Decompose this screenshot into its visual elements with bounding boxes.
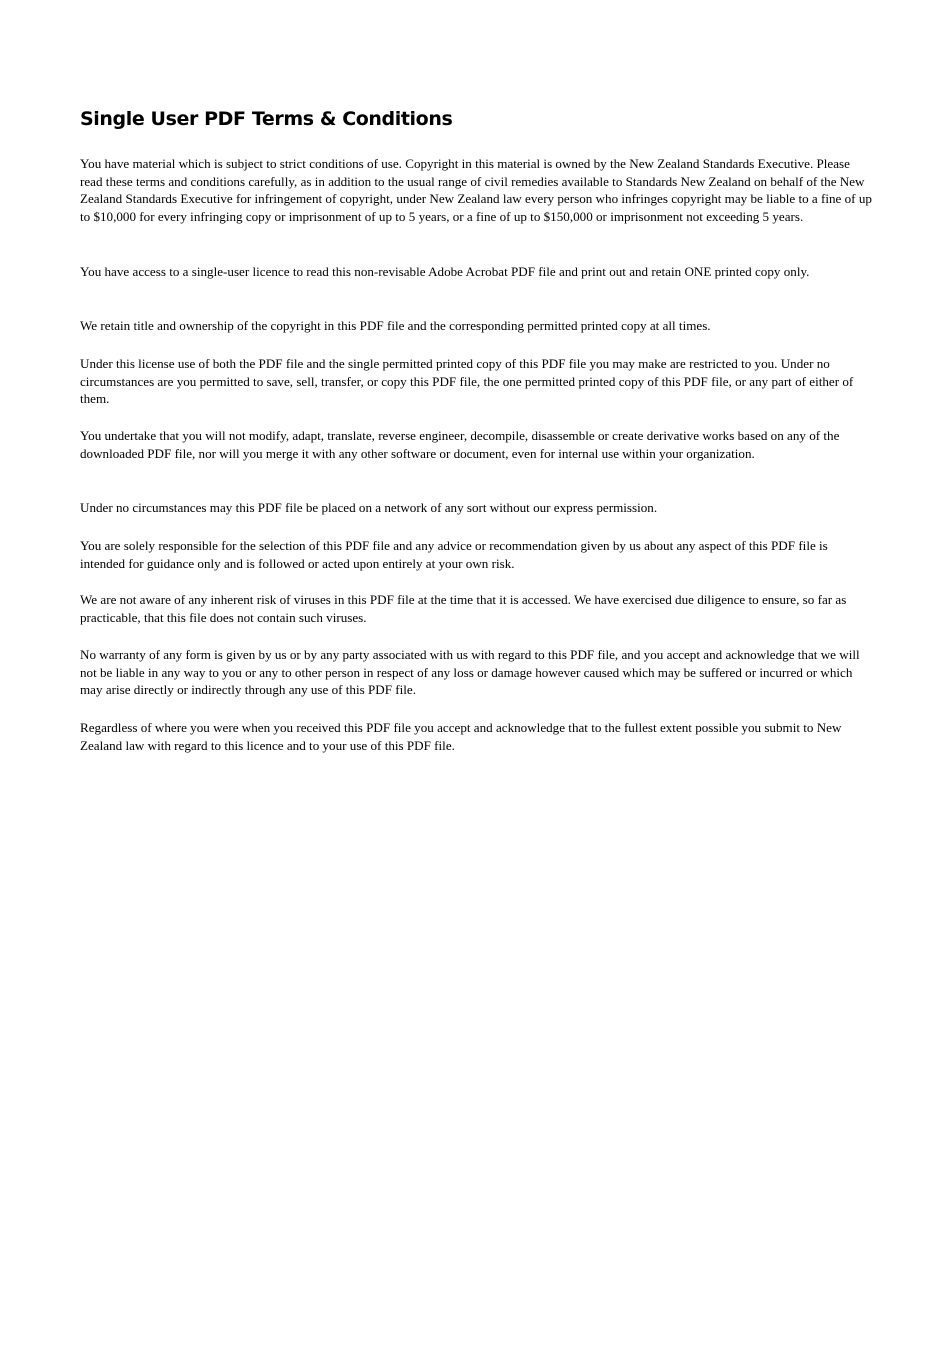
modification-paragraph: You undertake that you will not modify, adapt, translate, reverse engineer, decompile, disassemble or create derivative works based on any of the downloaded PDF file, nor will you merge it with any other software or document, even for internal use within your organization. bbox=[80, 428, 840, 461]
network-paragraph: Under no circumstances may this PDF file be placed on a network of any sort without our express permission. bbox=[80, 500, 658, 515]
document-page bbox=[80, 0, 873, 1345]
usage-restriction-paragraph: Under this license use of both the PDF file and the single permitted printed copy of this PDF file you may make are restricted to you. Under no circumstances are you permitted to save, sell, transfer, or copy this PDF file, the one permitted printed copy of this PDF file, or any part of either of them. bbox=[80, 356, 854, 406]
copyright-paragraph: You have material which is subject to strict conditions of use. Copyright in this material is owned by the New Zealand Standards Executive. Please read these terms and conditions carefully, as in addition to the usual range of civil remedies available to Standards New Zealand on behalf of the New Zealand Standards Executive for infringement of copyright, under New Zealand law every person who infringes copyright may be liable to a fine of up to $10,000 for every infringing copy or imprisonment of up to 5 years, or a fine of up to $150,000 or imprisonment not exceeding 5 years. bbox=[80, 156, 872, 224]
virus-paragraph: We are not aware of any inherent risk of viruses in this PDF file at the time that it is accessed. We have exercised due diligence to ensure, so far as practicable, that this file does not contain such viruses. bbox=[80, 592, 847, 625]
page-title: Single User PDF Terms & Conditions bbox=[80, 108, 453, 130]
licence-paragraph: You have access to a single-user licence to read this non-revisable Adobe Acrobat PDF file and print out and retain ONE printed copy only. bbox=[80, 264, 810, 279]
jurisdiction-paragraph: Regardless of where you were when you received this PDF file you accept and acknowledge that to the fullest extent possible you submit to New Zealand law with regard to this licence and to your use of this PDF file. bbox=[80, 720, 842, 753]
warranty-paragraph: No warranty of any form is given by us or by any party associated with us with regard to this PDF file, and you accept and acknowledge that we will not be liable in any way to you or any to other person in respect of any loss or damage however caused which may be suffered or incurred or which may arise directly or indirectly through any use of this PDF file. bbox=[80, 647, 860, 697]
responsibility-paragraph: You are solely responsible for the selection of this PDF file and any advice or recommendation given by us about any aspect of this PDF file is intended for guidance only and is followed or acted upon entirely at your own risk. bbox=[80, 538, 828, 571]
ownership-paragraph: We retain title and ownership of the copyright in this PDF file and the corresponding permitted printed copy at all times. bbox=[80, 318, 711, 333]
